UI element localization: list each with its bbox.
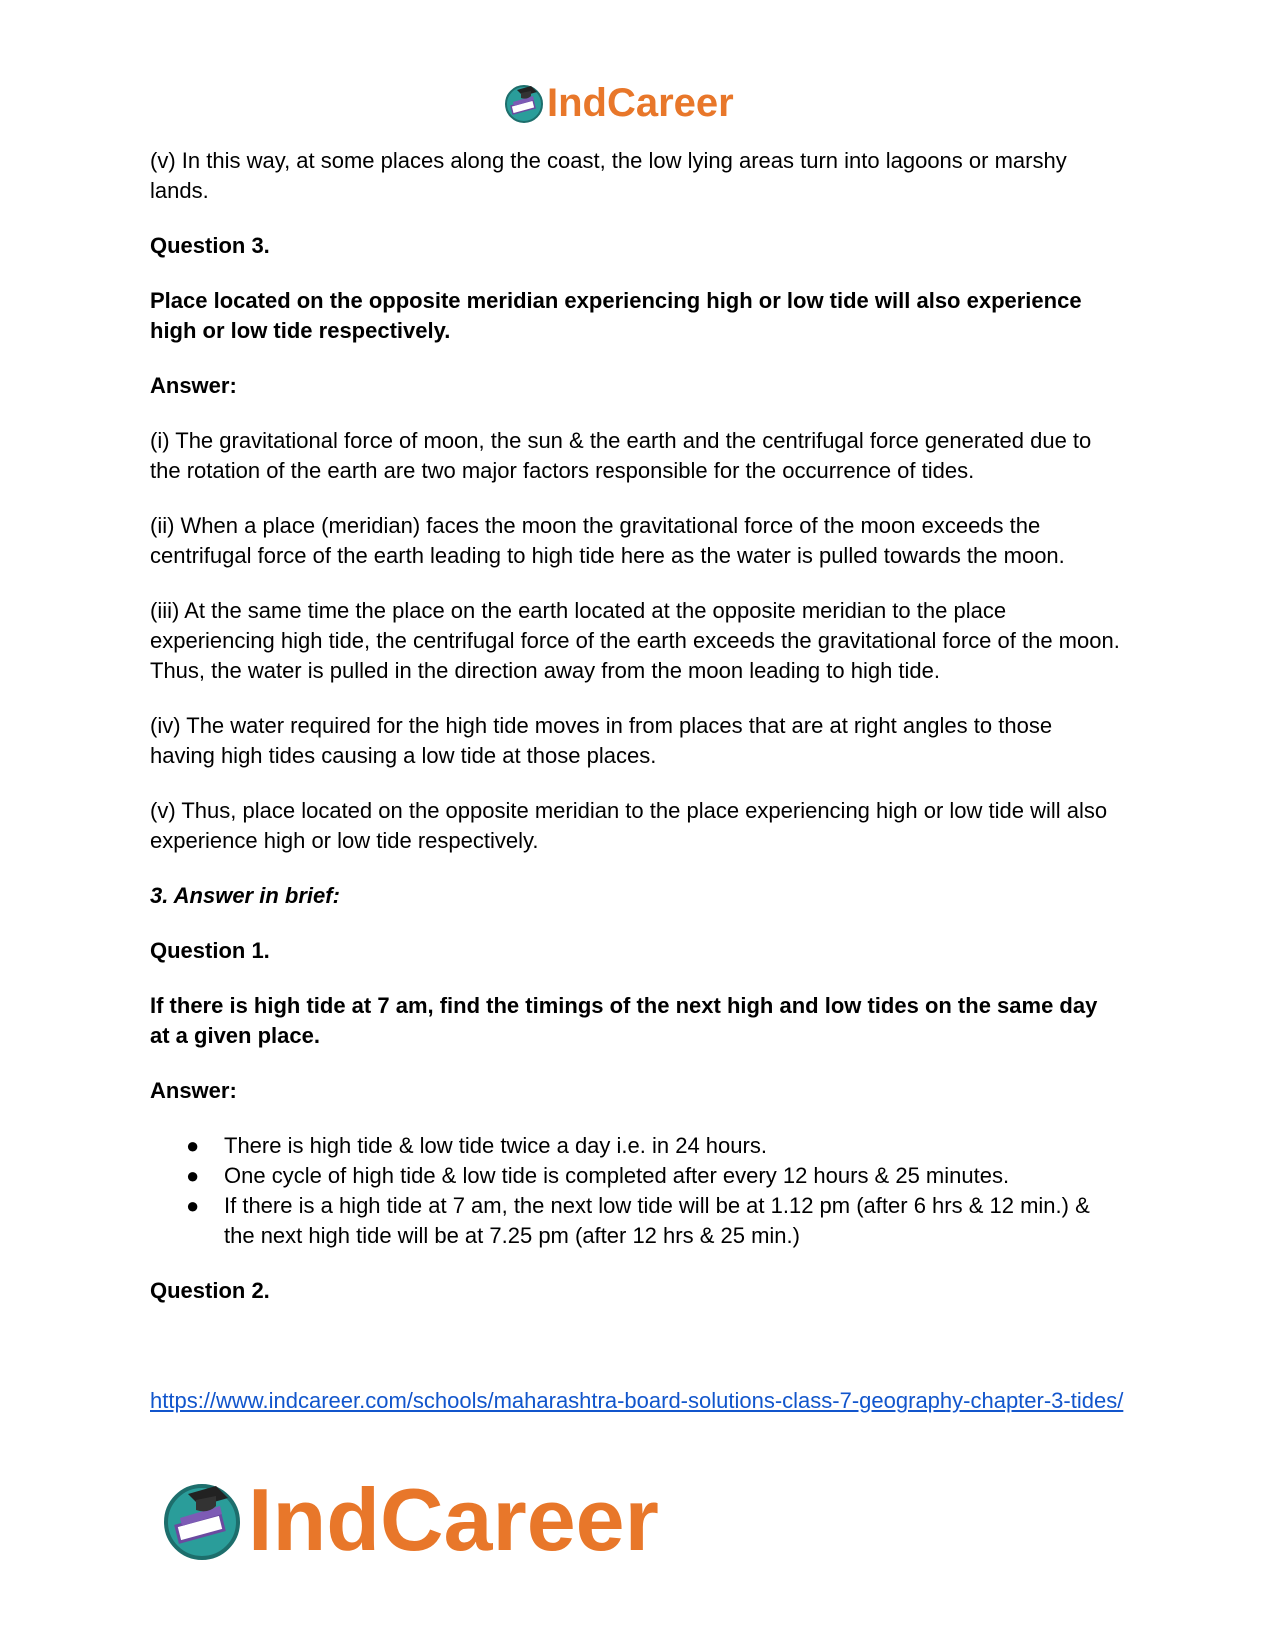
header-logo-text: IndCareer <box>547 81 734 125</box>
answer-paragraph: (iv) The water required for the high tide moves in from places that are at right angles to those having high tides causing a low tide at those places. <box>150 713 1053 768</box>
question-heading: Question 1. <box>150 938 270 963</box>
source-link[interactable]: https://www.indcareer.com/schools/maharashtra-board-solutions-class-7-geography-chapter-3-tides/ <box>150 1388 1124 1413</box>
bullet-icon: ● <box>186 1193 200 1218</box>
bullet-icon: ● <box>186 1163 200 1188</box>
list-item-text: One cycle of high tide & low tide is completed after every 12 hours & 25 minutes. <box>224 1163 1010 1188</box>
document-body <box>150 146 1120 1331</box>
header-logo <box>503 80 734 126</box>
paragraph: (v) In this way, at some places along the coast, the low lying areas turn into lagoons or marshy lands. <box>150 148 1067 203</box>
answer-paragraph: (ii) When a place (meridian) faces the moon the gravitational force of the moon exceeds the centrifugal force of the earth leading to high tide here as the water is pulled towards the moon. <box>150 513 1065 568</box>
answer-bullet-list <box>150 1131 1120 1251</box>
answer-label: Answer: <box>150 1078 237 1103</box>
answer-label: Answer: <box>150 373 237 398</box>
list-item <box>186 1191 1120 1251</box>
question-heading: Question 2. <box>150 1278 270 1303</box>
section-heading: 3. Answer in brief: <box>150 883 340 908</box>
graduation-cap-globe-icon <box>503 82 545 124</box>
list-item <box>186 1131 1120 1161</box>
question-heading: Question 3. <box>150 233 270 258</box>
list-item <box>186 1161 1120 1191</box>
question-statement: If there is high tide at 7 am, find the timings of the next high and low tides on the same day at a given place. <box>150 993 1098 1048</box>
graduation-cap-globe-icon <box>160 1478 244 1562</box>
bullet-icon: ● <box>186 1133 200 1158</box>
list-item-text: If there is a high tide at 7 am, the next low tide will be at 1.12 pm (after 6 hrs & 12 min.) & the next high tide will be at 7.25 pm (after 12 hrs & 25 min.) <box>224 1193 1090 1248</box>
answer-paragraph: (i) The gravitational force of moon, the sun & the earth and the centrifugal force generated due to the rotation of the earth are two major factors responsible for the occurrence of tides. <box>150 428 1092 483</box>
list-item-text: There is high tide & low tide twice a day i.e. in 24 hours. <box>224 1133 767 1158</box>
footer-logo-text: IndCareer <box>248 1470 659 1569</box>
answer-paragraph: (iii) At the same time the place on the earth located at the opposite meridian to the place experiencing high tide, the centrifugal force of the earth exceeds the gravitational force of the moon. Thus, the water is pulled in the direction away from the moon leading to high tide. <box>150 598 1120 683</box>
answer-paragraph: (v) Thus, place located on the opposite meridian to the place experiencing high or low tide will also experience high or low tide respectively. <box>150 798 1108 853</box>
question-statement: Place located on the opposite meridian experiencing high or low tide will also experience high or low tide respectively. <box>150 288 1082 343</box>
footer-logo <box>160 1470 659 1570</box>
